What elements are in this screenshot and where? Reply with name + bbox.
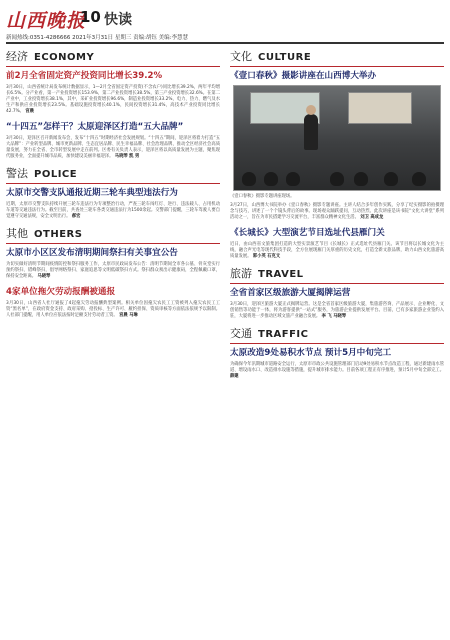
section-title: 快读: [104, 12, 132, 28]
article-body-photo-lecture: 3月27日，山西博大书院举办《壹口春秋》摄影专题讲座。主讲人结合多年创作实践，分享了纪实摄影的拍摄理念与技巧，讲述了一个个镜头背后的故事。现场观众踊跃提问，互动热烈。此次讲座是该书院“文化大讲堂”系列活动之一，旨在为市民搭建学习交流平台，丰富群众精神文化生活。 刘卫 高成龙: [230, 202, 444, 220]
article-body-great-wall: 近日，由山西省文旅集团打造的大型实景演艺节目《长城长》正式选址代县雁门关。该节目将以长城文化为主线，融合声光电等现代科技手段，全方位展现雁门关厚重的历史文化，打造全新文旅品牌，助力山西文化旅游高质量发展。 郭小英 石克文: [230, 241, 444, 259]
section-header-economy: [6, 48, 220, 67]
article-body-traffic-police: 近期，太原市交警支队持续开展三轮车违法行为专项整治行动，严查三轮车闯红灯、逆行、违法载人、占用机动车道等交通违法行为。截至目前，共查处三轮车各类交通违法行为1500余起。交警部门提醒，三轮车驾驶人要自觉遵守交通法规，安全文明出行。 郝宏: [6, 202, 220, 220]
headline-traffic-police: 太原市交警支队通报近期三轮车典型违法行为: [6, 188, 178, 199]
section-header-police: 警法 POLICE: [6, 165, 220, 184]
article-body-yingze: 3月30日，迎泽区召开新闻发布会，发布“十四五”时期经济社会发展规划。“十四五”期间，迎泽区将着力打造“五大品牌”：产业转型品牌、城市更新品牌、生态宜居品牌、民生幸福品牌、社会治理品牌，推动全区经济社会高质量发展，努力在全省、全市转型发展中走在前列。区委有关负责人表示，迎泽区将以高质量发展为主题，聚焦现代服务业，全面提升城市品质，加快建设美丽幸福迎泽。 马晓琴 凯 男: [6, 135, 220, 160]
headline-great-wall: 《长城长》大型演艺节目选址代县雁门关: [230, 228, 385, 239]
article-body-waterlogging: 为确保今年汛期城市道路安全运行，太原市市政公共设施管理部门启动9处易积水节点改造工程，通过新建雨水管道、增设雨水口、改造排水设施等措施，提升城市排水能力。目前各项工程正有序推进，预计5月中旬全部完工。 薛建: [230, 361, 444, 379]
article-body-wages: 3月30日，山西省人社厅通报了4起拖欠劳动报酬典型案例。相关单位因拖欠农民工工资被列入拖欠农民工工资“黑名单”，在政府资金支持、政府采购、招投标、生产许可、履约担保、资质审核等方面依法依规予以限制。人社部门提醒，用人单位应依法按时足额支付劳动者工资。 宫晨 马琳: [6, 301, 220, 319]
headline-waterlogging: 太原改造9处易积水节点 预计5月中旬完工: [230, 348, 392, 359]
headline-investment: 前2月全省固定资产投资同比增长39.2%: [6, 71, 163, 81]
section-header-traffic: 交通 TRAFFIC: [230, 325, 444, 344]
photo-caption: 《壹口春秋》摄影专题讲座现场。: [230, 193, 295, 199]
article-body-tourism-building: 3月30日，迎泽区旅游大厦正式揭牌运营。这是全省首家区级旅游大厦，集旅游咨询、产品展示、企业孵化、文创销售等功能于一体，将为游客提供“一站式”服务，为旅游企业提供发展平台。目前，已有多家旅游企业签约入驻，大厦将进一步推动区域文旅产业融合发展。 李 飞 马晓琴: [230, 301, 444, 319]
page-number: 10: [80, 8, 101, 26]
left-column: [6, 48, 220, 319]
section-en: ECONOMY: [34, 52, 95, 63]
section-header-travel: 旅游 TRAVEL: [230, 265, 444, 284]
headline-qingming: 太原市小区区发布清明期间祭扫有关事宜公告: [6, 248, 178, 259]
headline-wages: 4家单位拖欠劳动报酬被通报: [6, 287, 116, 298]
speaker-figure: [304, 114, 318, 150]
lecture-photo: [233, 85, 441, 191]
right-column: [230, 48, 444, 380]
projection-screen-right: [348, 92, 412, 124]
section-zh: 经济: [6, 50, 28, 63]
article-body-investment: 3月30日，山西省统计局发布统计数据显示，1—2月全省固定资产投资(不含农户)同比增长39.2%，两年平均增长6.5%。分产业看，第一产业投资增长153.9%，第二产业投资增长38.5%，第三产业投资增长32.6%。在第二产业中，工业投资增长38.1%，其中，采矿业投资增长96.6%，制造业投资增长33.2%，电力、热力、燃气及水生产和供应业投资增长23.5%。基础设施投资增长40.1%，民间投资增长31.4%，高技术产业投资同比增长42.7%。 宫晨: [6, 84, 220, 115]
masthead-info: 新闻热线:0351-4286666 2021年3月31日 星期三 责编:胡钰 美编:李慧慧: [6, 35, 189, 41]
newspaper-logo: 山西晚报: [6, 10, 87, 32]
article-body-qingming: 为切实做好清明节期间疫情防控和祭扫服务工作，太原市民政局发布公告：清明节期间全市各公墓、骨灰堂实行预约祭扫、错峰祭扫，倡导网络祭扫、家庭追思等文明低碳祭扫方式。祭扫群众须出示健康码，全程佩戴口罩，保持安全距离。 马晓琴: [6, 262, 220, 280]
byline: 宫晨: [25, 109, 34, 115]
section-header-others: 其他 OTHERS: [6, 225, 220, 244]
section-header-culture: 文化 CULTURE: [230, 48, 444, 67]
masthead-rule: [6, 42, 444, 44]
byline: 马晓琴 凯 男: [114, 154, 140, 160]
headline-tourism-building: 全省首家区级旅游大厦揭牌运营: [230, 288, 351, 299]
headline-yingze: “十四五”怎样干？太原迎泽区打造“五大品牌”: [6, 122, 184, 133]
headline-photo-lecture: 《壹口春秋》摄影讲座在山西博大举办: [230, 71, 377, 81]
